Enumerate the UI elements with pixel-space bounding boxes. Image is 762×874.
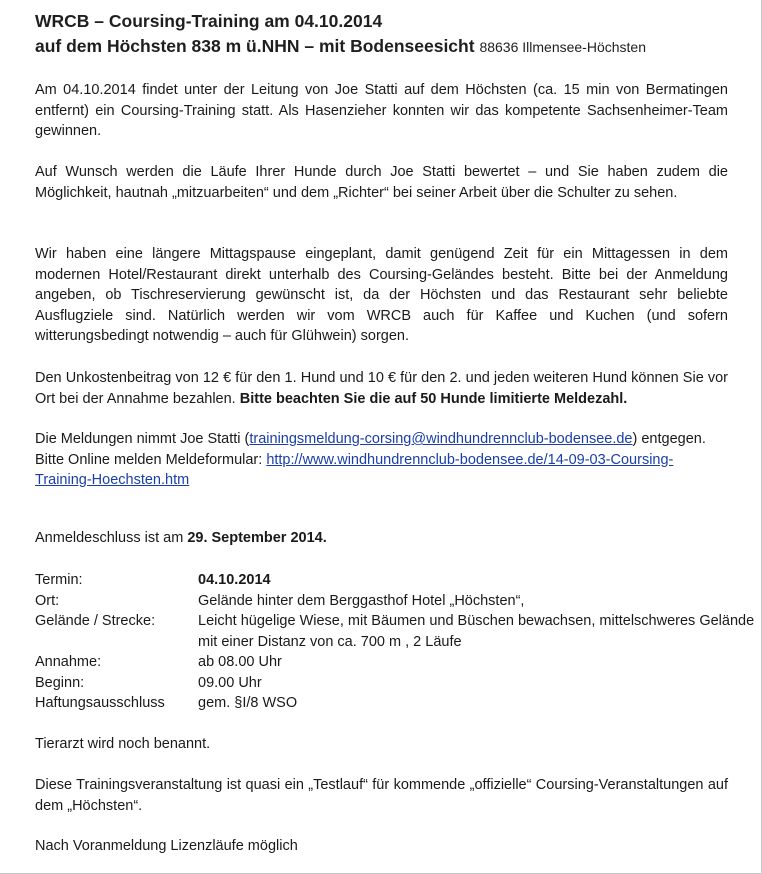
paragraph-fees: [35, 368, 728, 409]
detail-row-annahme: [35, 652, 755, 673]
event-details: [35, 570, 755, 714]
paragraph-deadline: [35, 528, 728, 549]
detail-row-beginn: [35, 673, 755, 694]
registration-email-line: [35, 429, 728, 450]
haftung-label: Haftungsausschluss: [35, 695, 165, 711]
registration-online-pre: Bitte Online melden Meldeformular:: [35, 451, 267, 468]
detail-row-termin: [35, 570, 755, 591]
title-line-2-text: auf dem Höchsten 838 m ü.NHN – mit Bodenseesicht: [35, 36, 475, 56]
paragraph-intro: Am 04.10.2014 findet unter der Leitung von Joe Statti auf dem Höchsten (ca. 15 min von Bermatingen entfernt) ein Coursing-Training statt. Als Hasenzieher konnten wir das kompetente Sachsenheimer-Team gewinnen.: [35, 82, 728, 139]
gelaende-label: Gelände / Strecke:: [35, 613, 156, 629]
paragraph-license: Nach Voranmeldung Lizenzläufe möglich: [35, 838, 298, 854]
registration-form-link[interactable]: http://www.windhundrennclub-bodensee.de/14-09-03-Coursing-Training-Hoechsten.htm: [35, 451, 674, 488]
annahme-label: Annahme:: [35, 654, 102, 670]
gelaende-value: Leicht hügelige Wiese, mit Bäumen und Büschen bewachsen, mittelschweres Gelände mit einer Distanz von ca. 700 m , 2 Läufe: [198, 613, 755, 650]
paragraph-lunch: Wir haben eine längere Mittagspause eingeplant, damit genügend Zeit für ein Mittagessen in dem modernen Hotel/Restaurant direkt unterhalb des Coursing-Geländes besteht. Bitte bei der Anmeldung angeben, ob Tischreservierung gewünscht ist, da der Höchsten und das Restaurant sehr beliebte Ausflugziele sind. Natürlich werden wir vom WRCB auch für Kaffee und Kuchen (und sofern witterungsbedingt notwendig – auch für Glühwein) sorgen.: [35, 246, 728, 344]
deadline-text: Anmeldeschluss ist am: [35, 530, 188, 546]
termin-label: Termin:: [35, 572, 83, 588]
paragraph-evaluation: Auf Wunsch werden die Läufe Ihrer Hunde durch Joe Statti bewertet – und Sie haben zudem die Möglichkeit, hautnah „mitzuarbeiten“ und dem „Richter“ bei seiner Arbeit über die Schulter zu sehen.: [35, 164, 728, 201]
paragraph-vet: Tierarzt wird noch benannt.: [35, 736, 211, 752]
haftung-value: gem. §I/8 WSO: [198, 695, 298, 711]
fees-limit-notice: Bitte beachten Sie die auf 50 Hunde limitierte Meldezahl.: [239, 390, 628, 407]
title-location: 88636 Illmensee-Höchsten: [479, 39, 646, 55]
beginn-label: Beginn:: [35, 674, 85, 691]
document-title: [35, 9, 755, 60]
termin-value: 04.10.2014: [198, 572, 271, 588]
paragraph-testrun: Diese Trainingsveranstaltung ist quasi ein „Testlauf“ für kommende „offizielle“ Coursing-Veranstaltungen auf dem „Höchsten“.: [35, 777, 728, 814]
title-line-2: [35, 34, 755, 60]
detail-row-ort: [35, 591, 755, 612]
deadline-date: 29. September 2014.: [187, 530, 327, 546]
registration-email-pre: Die Meldungen nimmt Joe Statti (: [35, 431, 250, 447]
email-link[interactable]: trainingsmeldung-corsing@windhundrennclub-bodensee.de: [249, 431, 633, 447]
registration-online-line: [35, 450, 728, 491]
annahme-value: ab 08.00 Uhr: [198, 654, 282, 670]
ort-value: Gelände hinter dem Berggasthof Hotel „Höchsten“,: [198, 592, 525, 609]
registration-email-post: ) entgegen.: [632, 431, 706, 447]
fees-text: Den Unkostenbeitrag von 12 € für den 1. Hund und 10 € für den 2. und jeden weiteren Hund können Sie vor Ort bei der Annahme bezahlen.: [35, 370, 728, 407]
detail-row-gelaende: [35, 611, 755, 652]
detail-row-haftung: [35, 693, 755, 714]
title-line-1: WRCB – Coursing-Training am 04.10.2014: [35, 11, 383, 31]
paragraph-registration: [35, 429, 728, 491]
ort-label: Ort:: [35, 592, 60, 609]
beginn-value: 09.00 Uhr: [198, 674, 262, 691]
